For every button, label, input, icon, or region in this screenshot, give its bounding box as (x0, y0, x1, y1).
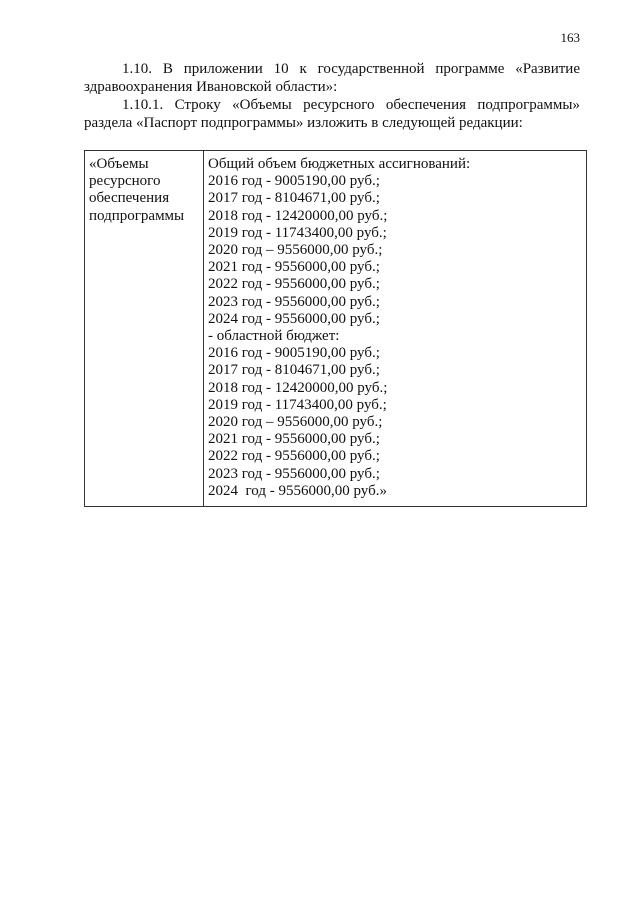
label-line: «Объемы (89, 156, 149, 172)
value-line: 2016 год - 9005190,00 руб.; (208, 173, 380, 190)
value-line: 2023 год - 9556000,00 руб.; (208, 293, 380, 310)
passport-table (84, 150, 587, 507)
value-line: Общий объем бюджетных ассигнований: (208, 156, 471, 172)
value-line: 2024 год - 9556000,00 руб.; (208, 310, 380, 327)
value-line: 2020 год – 9556000,00 руб.; (208, 414, 383, 431)
value-line: 2017 год - 8104671,00 руб.; (208, 190, 380, 207)
paragraph-1-10: 1.10. В приложении 10 к государственной программе «Развитие здравоохранения Ивановской области»: (84, 61, 580, 95)
document-body (84, 60, 580, 132)
value-line: 2022 год - 9556000,00 руб.; (208, 448, 380, 465)
value-line: 2019 год - 11743400,00 руб.; (208, 224, 387, 241)
value-line: 2023 год - 9556000,00 руб.; (208, 465, 380, 482)
paragraph-1-10-1: 1.10.1. Строку «Объемы ресурсного обеспечения подпрограммы» раздела «Паспорт подпрограммы» изложить в следующей редакции: (84, 97, 580, 131)
page-number: 163 (560, 30, 580, 45)
value-line: 2018 год - 12420000,00 руб.; (208, 379, 388, 396)
table-row (85, 151, 587, 507)
label-line: ресурсного (89, 173, 161, 190)
value-line: 2024 год - 9556000,00 руб.» (208, 482, 387, 499)
label-line: обеспечения (89, 190, 170, 207)
label-line: подпрограммы (89, 207, 185, 224)
value-line: 2017 год - 8104671,00 руб.; (208, 362, 380, 379)
value-line: 2016 год - 9005190,00 руб.; (208, 345, 380, 362)
value-line: 2022 год - 9556000,00 руб.; (208, 276, 380, 293)
value-line: 2020 год – 9556000,00 руб.; (208, 242, 383, 259)
value-line: 2021 год - 9556000,00 руб.; (208, 431, 380, 448)
value-line: 2019 год - 11743400,00 руб.; (208, 396, 387, 413)
value-line: - областной бюджет: (208, 328, 340, 345)
value-line: 2018 год - 12420000,00 руб.; (208, 207, 388, 224)
value-cell (204, 151, 587, 507)
label-cell (85, 151, 204, 507)
value-line: 2021 год - 9556000,00 руб.; (208, 259, 380, 276)
